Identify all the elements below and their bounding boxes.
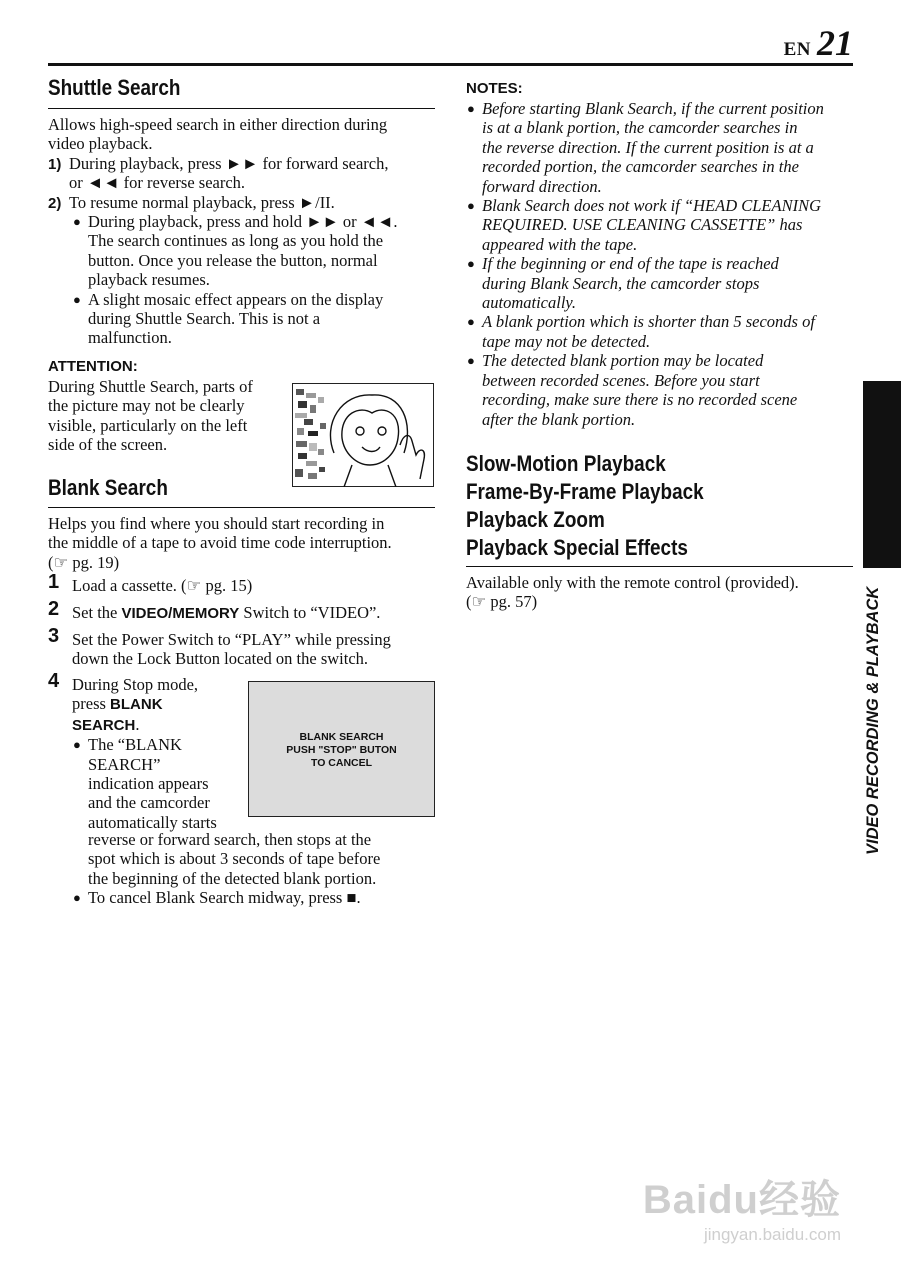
notes-list [467,99,862,429]
shuttle-intro [48,115,438,154]
text-fragment: press [72,694,111,714]
side-label-text: VIDEO RECORDING & PLAYBACK [864,586,882,855]
text-line: spot which is about 3 seconds of tape before [88,849,381,869]
bullet-icon: ● [467,101,475,116]
text-line: and the camcorder [88,793,210,813]
side-tab [863,381,901,568]
button-name: SEARCH [72,716,136,734]
section-title: Slow-Motion Playback [466,451,666,476]
bullet-icon: ● [73,214,81,230]
text-line: automatically starts [88,812,217,832]
step-number: 1) [48,155,62,173]
text-line: (☞ pg. 57) [466,592,538,612]
text-line [48,694,248,714]
bullet-icon: ● [73,737,81,753]
text-line [48,715,248,735]
text-fragment: . [135,714,140,734]
text-line: The search continues as long as you hold the [88,231,384,251]
text-line: appeared with the tape. [482,234,638,254]
section-title-blank: Blank Search [48,475,168,500]
text-line: A blank portion which is shorter than 5 seconds of [482,312,815,332]
text-line: malfunction. [88,328,172,348]
page-header [784,22,853,64]
text-line: the picture may not be clearly [48,396,245,416]
section-title: Playback Zoom [466,507,605,532]
blank-intro [48,514,438,572]
text-line: or ◄◄ for reverse search. [69,173,246,193]
text-line: down the Lock Button located on the switch. [72,649,369,669]
notes-heading: NOTES: [466,80,523,97]
note-item [467,196,862,254]
watermark-url: jingyan.baidu.com [703,1225,841,1244]
blank-step-4 [48,670,248,832]
shuttle-bullet-2 [73,289,438,348]
section-rule [48,108,435,109]
text-line: To resume normal playback, press ►/II. [69,192,335,212]
switch-name: VIDEO/MEMORY [121,605,240,622]
blank-step-3 [48,625,438,669]
shuttle-step-1 [48,154,438,193]
text-line: During playback, press and hold ►► or ◄◄. [88,212,398,232]
text-line: after the blank portion. [482,409,636,429]
slow-motion-titles [466,450,742,562]
note-item [467,312,862,351]
text-line: A slight mosaic effect appears on the display [88,289,384,309]
text-line: during Shuttle Search. This is not a [88,309,321,329]
watermark-brand: Baidu经验 [642,1178,841,1222]
slow-motion-text [466,573,856,612]
text-line: During Stop mode, [72,675,199,694]
note-item [467,254,862,313]
text-line: recording, make sure there is no recorded scene [482,390,798,410]
header-rule [48,63,853,66]
text-line: video playback. [48,134,153,154]
shuttle-step-2 [48,193,438,212]
text-line: Load a cassette. (☞ pg. 15) [72,576,253,595]
screen-message [249,731,434,770]
section-rule [48,507,435,508]
text-line: between recorded scenes. Before you start [482,370,760,390]
text-line: Allows high-speed search in either direction during [48,115,388,134]
mosaic-illustration [292,383,434,487]
text-line: is at a blank portion, the camcorder searches in [482,118,798,138]
text-fragment: Set the [72,603,122,622]
bullet-icon: ● [467,314,475,330]
screen-line: PUSH "STOP" BUTON [286,744,397,756]
button-name: BLANK [110,696,163,714]
text-line: Before starting Blank Search, if the current position [482,99,824,118]
side-label [864,580,884,855]
text-line: forward direction. [482,176,602,196]
step-number: 4 [48,670,60,692]
text-line: button. Once you release the button, normal [88,250,378,270]
text-line: indication appears [88,774,209,794]
text-line: To cancel Blank Search midway, press ■. [88,888,361,907]
text-line: REQUIRED. USE CLEANING CASSETTE” has [482,215,803,235]
section-title-shuttle: Shuttle Search [48,75,181,100]
text-fragment: Switch to “VIDEO”. [239,603,381,622]
text-line: automatically. [482,293,576,313]
text-line: tape may not be detected. [482,331,651,351]
section-title: Frame-By-Frame Playback [466,479,704,504]
bullet-icon: ● [73,291,81,307]
watermark [643,1168,841,1245]
screen-line: BLANK SEARCH [299,731,384,743]
text-line: during Blank Search, the camcorder stops [482,273,760,293]
text-line: The “BLANK [88,735,182,755]
text-line [48,603,438,623]
bullet-icon: ● [467,198,475,214]
text-line: visible, particularly on the left [48,415,248,435]
note-item [467,99,862,196]
attention-heading: ATTENTION: [48,358,138,375]
shuttle-body [48,115,438,348]
blank-bullet-1-continued [88,830,448,888]
text-line: reverse or forward search, then stops at the [88,830,372,849]
text-line: If the beginning or end of the tape is reached [482,254,779,274]
section-title: Playback Special Effects [466,535,688,560]
text-line: SEARCH” [88,754,161,774]
text-line: playback resumes. [88,270,210,290]
text-line: the beginning of the detected blank portion. [88,868,377,888]
blank-search-screen [248,681,435,817]
text-line: side of the screen. [48,435,168,455]
shuttle-bullet-1 [73,212,438,290]
blank-step-1 [48,571,438,595]
screen-line: TO CANCEL [310,757,373,769]
text-line: the reverse direction. If the current position is at a [482,137,814,157]
step-number: 1 [48,571,60,593]
attention-text [48,377,288,455]
text-line: The detected blank portion may be located [482,351,764,371]
page-number: 21 [817,23,853,63]
section-rule [466,566,853,567]
step-number: 2) [48,194,62,212]
step-number: 3 [48,625,60,647]
text-line: Helps you find where you should start recording in [48,514,385,533]
note-item [467,351,862,429]
blank-step-2 [48,598,438,623]
text-line: Available only with the remote control (provided). [466,573,799,592]
text-line: During Shuttle Search, parts of [48,377,253,396]
blank-bullet-1 [73,735,248,832]
bullet-icon: ● [467,353,475,369]
language-code: EN [783,39,811,60]
text-line: recorded portion, the camcorder searches in the [482,157,799,177]
bullet-icon: ● [73,890,81,905]
text-line: the middle of a tape to avoid time code interruption. [48,533,392,553]
text-line: During playback, press ►► for forward search, [69,153,389,173]
step-number: 2 [48,598,60,620]
text-line: Blank Search does not work if “HEAD CLEANING [482,196,821,216]
blank-bullet-2 [73,888,448,907]
text-line: (☞ pg. 19) [48,552,120,572]
text-line: Set the Power Switch to “PLAY” while pressing [72,630,391,649]
bullet-icon: ● [467,256,475,272]
